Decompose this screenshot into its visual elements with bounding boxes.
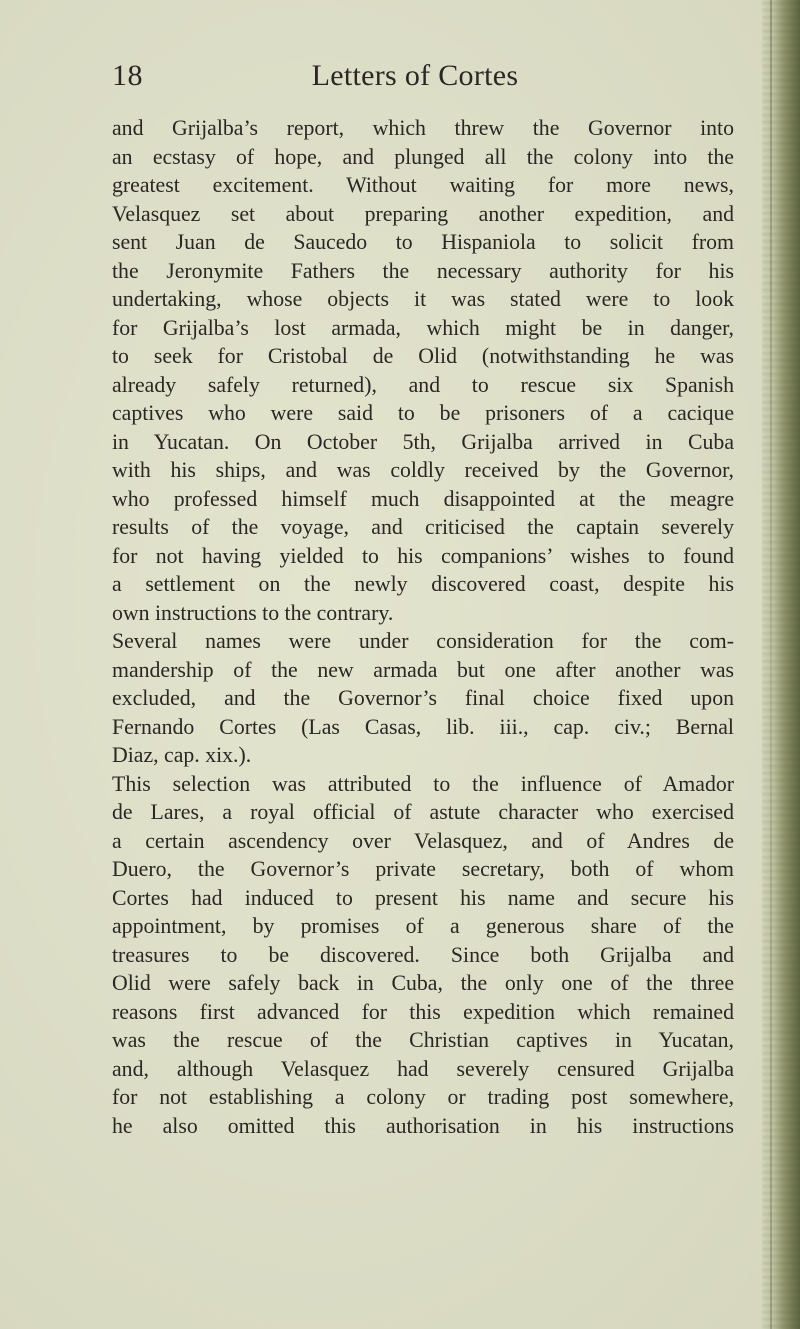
text-line: a settlement on the newly discovered coast, despite his [112, 572, 734, 596]
text-line: for not establishing a colony or trading post somewhere, [112, 1085, 734, 1109]
text-line: with his ships, and was coldly received by the Governor, [112, 458, 734, 482]
text-line: who professed himself much disappointed at the meagre [112, 486, 734, 511]
text-line: Fernando Cortes (Las Casas, lib. iii., cap. civ.; Bernal [112, 714, 734, 739]
text-line: greatest excitement. Without waiting for more news, [112, 173, 734, 197]
text-line: for not having yielded to his companions’ wishes to found [112, 543, 734, 568]
text-line: to seek for Cristobal de Olid (notwithstanding he was [112, 344, 734, 368]
text-line: treasures to be discovered. Since both Grijalba and [112, 942, 734, 967]
text-line: a certain ascendency over Velasquez, and of Andres de [112, 828, 734, 853]
text-line: in Yucatan. On October 5th, Grijalba arrived in Cuba [112, 429, 734, 454]
text-line: Duero, the Governor’s private secretary, both of whom [112, 857, 734, 881]
page-header [0, 56, 760, 96]
text-line: excluded, and the Governor’s final choice fixed upon [112, 686, 734, 710]
text-line: appointment, by promises of a generous share of the [112, 914, 734, 938]
text-line: own instructions to the contrary. [112, 600, 394, 625]
text-line: and Grijalba’s report, which threw the Governor into [112, 116, 734, 140]
text-line: reasons first advanced for this expedition which remained [112, 999, 734, 1024]
body-text [112, 114, 734, 1140]
text-line: This selection was attributed to the influence of Amador [112, 771, 734, 796]
text-line: de Lares, a royal official of astute character who exercised [112, 800, 734, 824]
text-line: Olid were safely back in Cuba, the only one of the three [112, 971, 734, 995]
text-line: Cortes had induced to present his name and secure his [112, 885, 734, 910]
text-line: was the rescue of the Christian captives in Yucatan, [112, 1028, 734, 1052]
text-line: he also omitted this authorisation in his instructions [112, 1113, 734, 1138]
text-line: captives who were said to be prisoners of a cacique [112, 401, 734, 425]
text-line: and, although Velasquez had severely censured Grijalba [112, 1056, 734, 1081]
text-line: results of the voyage, and criticised the captain severely [112, 515, 734, 539]
text-line: Velasquez set about preparing another expedition, and [112, 201, 734, 226]
text-line: an ecstasy of hope, and plunged all the colony into the [112, 144, 734, 169]
text-line: undertaking, whose objects it was stated were to look [112, 287, 734, 311]
page-edge-shadow [762, 0, 800, 1329]
text-line: Several names were under consideration for the com- [112, 629, 734, 653]
page-number: 18 [112, 59, 143, 92]
text-line: sent Juan de Saucedo to Hispaniola to solicit from [112, 230, 734, 254]
text-line: already safely returned), and to rescue six Spanish [112, 372, 734, 397]
text-line: the Jeronymite Fathers the necessary authority for his [112, 258, 734, 283]
text-line: for Grijalba’s lost armada, which might be in danger, [112, 315, 734, 340]
running-title: Letters of Cortes [311, 59, 519, 92]
text-line: mandership of the new armada but one after another was [112, 657, 734, 682]
text-line: Diaz, cap. xix.). [112, 743, 252, 767]
